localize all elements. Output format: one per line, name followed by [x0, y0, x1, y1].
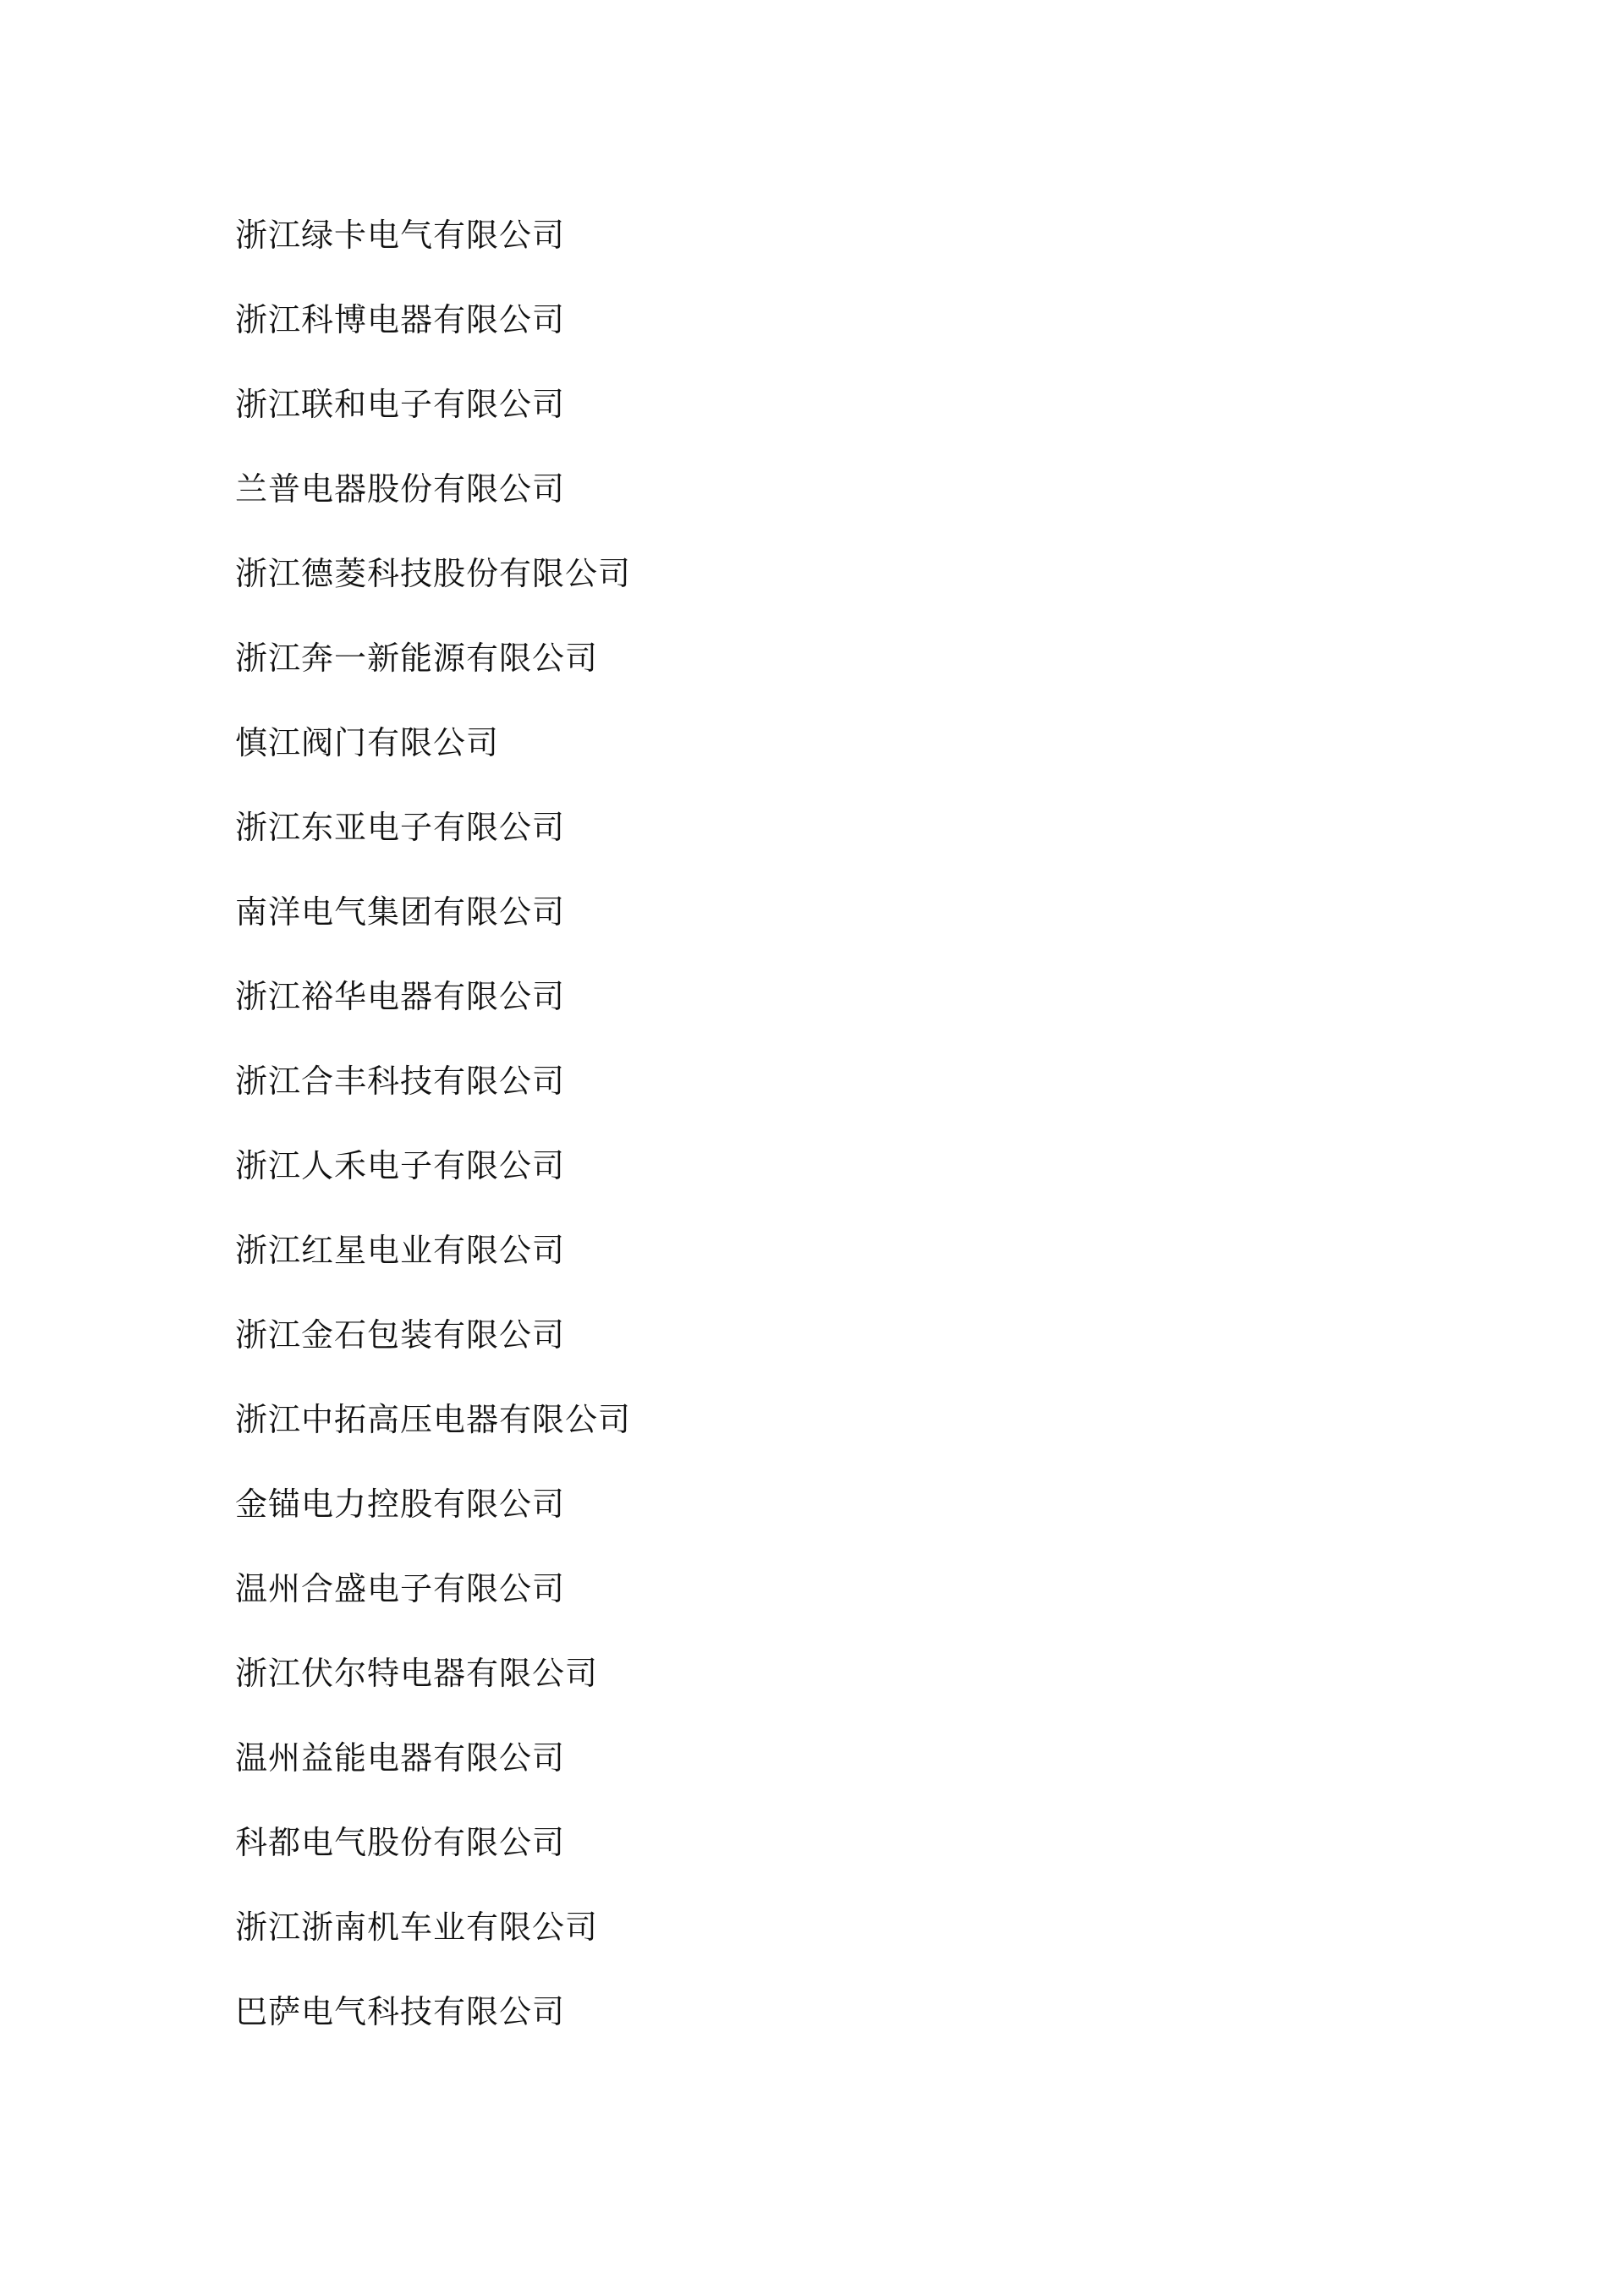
list-item: 浙江裕华电器有限公司 [235, 978, 566, 1015]
list-item: 温州益能电器有限公司 [235, 1739, 566, 1777]
list-item: 浙江伏尔特电器有限公司 [235, 1655, 599, 1692]
list-item: 金锚电力控股有限公司 [235, 1486, 566, 1523]
list-item: 兰普电器股份有限公司 [235, 470, 566, 508]
list-item: 浙江德菱科技股份有限公司 [235, 555, 632, 592]
list-item: 浙江绿卡电气有限公司 [235, 217, 566, 254]
list-item: 浙江中拓高压电器有限公司 [235, 1401, 632, 1438]
list-item: 浙江科博电器有限公司 [235, 301, 566, 338]
list-item: 浙江金石包装有限公司 [235, 1316, 566, 1354]
list-item: 浙江合丰科技有限公司 [235, 1063, 566, 1100]
list-item: 温州合盛电子有限公司 [235, 1570, 566, 1607]
list-item: 南洋电气集团有限公司 [235, 893, 566, 931]
list-item: 浙江人禾电子有限公司 [235, 1147, 566, 1184]
list-item: 巴萨电气科技有限公司 [235, 1993, 566, 2030]
list-item: 浙江红星电业有限公司 [235, 1232, 566, 1269]
company-list [235, 193, 1419, 2054]
list-item: 浙江东亚电子有限公司 [235, 809, 566, 846]
list-item: 慎江阀门有限公司 [235, 724, 500, 761]
list-item: 浙江浙南机车业有限公司 [235, 1909, 599, 1946]
list-item: 浙江联和电子有限公司 [235, 386, 566, 423]
list-item: 科都电气股份有限公司 [235, 1824, 566, 1861]
list-item: 浙江奔一新能源有限公司 [235, 640, 599, 677]
